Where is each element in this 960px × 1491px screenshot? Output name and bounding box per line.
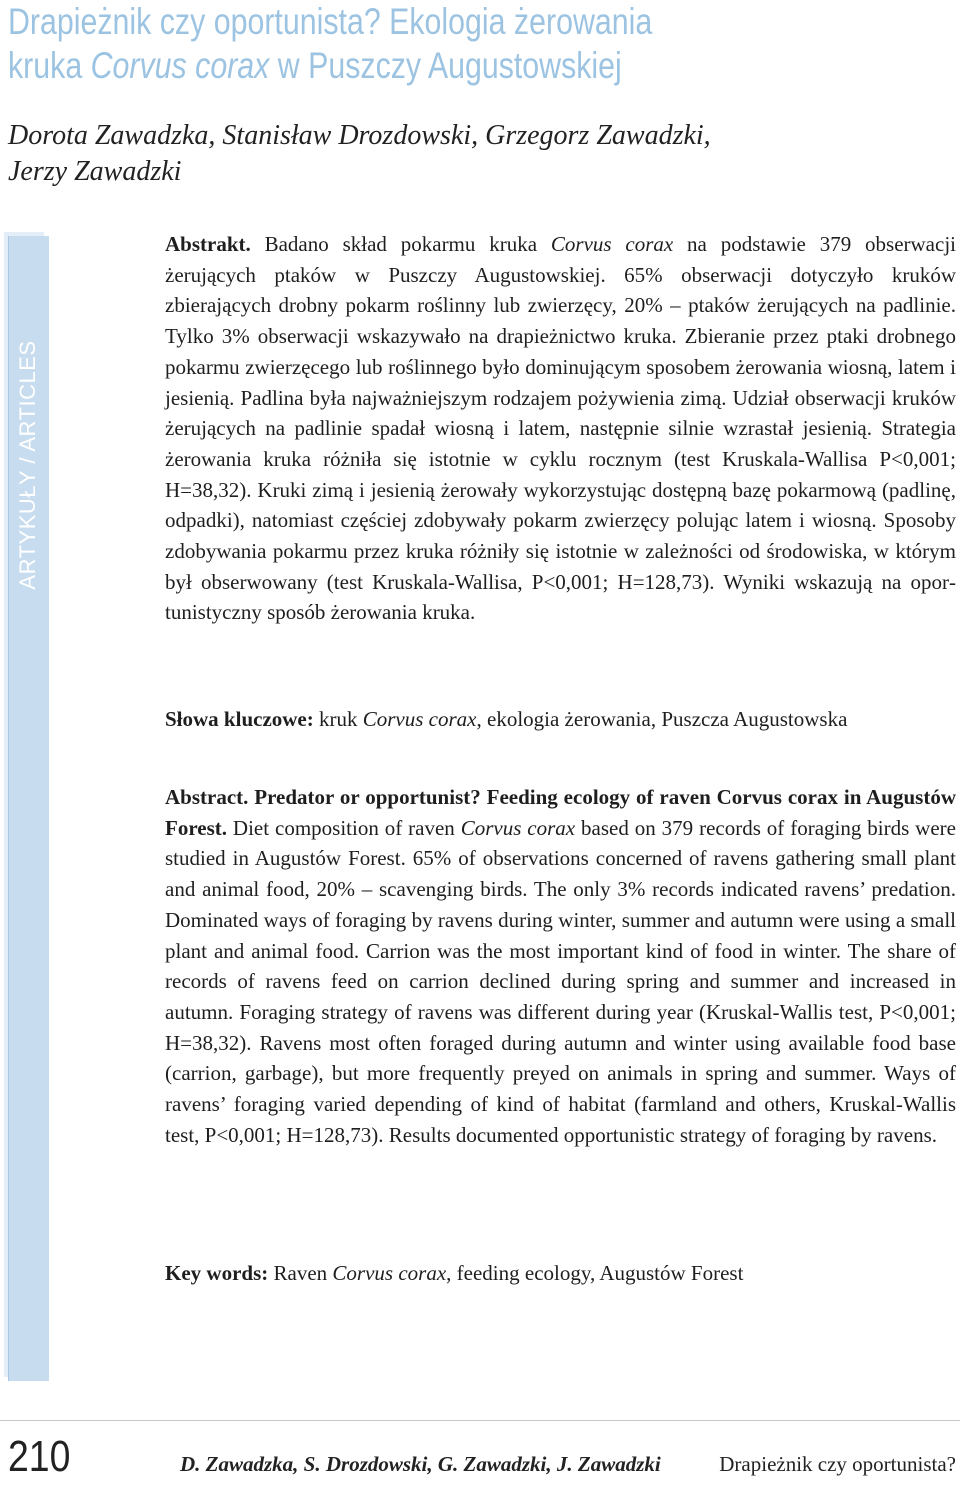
keywords-en-text-1: Raven bbox=[268, 1261, 333, 1285]
keywords-english bbox=[165, 1258, 956, 1289]
keywords-pl-text-2: , ekologia żerowania, Puszcza Augustowska bbox=[476, 707, 848, 731]
keywords-polish bbox=[165, 704, 956, 735]
abstract-polish bbox=[165, 229, 956, 628]
title-line-1: Drapieżnik czy oportunista? Ekologia żerowania bbox=[8, 1, 653, 42]
abstract-en-heading: Abstract. Predator or opportunist? Feeding ecology of raven Corvus corax in Augustów Forest. bbox=[165, 785, 956, 840]
abstract-pl-species: Corvus corax bbox=[550, 232, 674, 256]
keywords-pl-heading: Słowa kluczowe: bbox=[165, 707, 314, 731]
footer-authors: D. Zawadzka, S. Drozdowski, G. Zawadzki, J. Zawadzki bbox=[180, 1452, 661, 1476]
article-title bbox=[8, 0, 951, 88]
page-number: 210 bbox=[8, 1432, 71, 1481]
keywords-pl-species: Corvus corax bbox=[362, 707, 477, 731]
abstract-en-text-1: Diet composition of raven bbox=[227, 815, 461, 840]
keywords-pl-text-1: kruk bbox=[313, 707, 363, 731]
abstract-pl-text-2: na podstawie 379 obserwacji żerujących ptaków w Puszczy Augustowskiej. 65% obserwacji dotyczyło kruków zbierających drobny pokarm roślinny lub zwierzęcy, 20% – ptaków żerujących na padlinie. Tylko 3% obserwacji wskazywało na drapieżnictwo kruka. Zbieranie przez ptaki drobnego pokarmu zwierzęcego lub roślinnego było dominującym sposobem żerowania wiosną, latem i jesienią. Padlina była najważniejszym rodzajem pożywienia zimą. Udział obserwacji kruków żerujących na padlinie spadał wiosną i latem, następnie silnie wzrastał jesienią. Strategia żerowania kruka różniła się istotnie w cyklu rocznym (test Kruskala-Wallisa P<0,001; H=38,32). Kruki zimą i jesienią żerowały wykorzystując dostępną bazę pokarmową (padlinę, odpadki), natomiast częściej zdobywały pokarm zwierzęcy polując latem i wiosną. Sposoby zdobywania pokarmu przez kruka różniły się istotnie w zależności od środowiska, w którym był obserwowany (test Kruskala-Wallisa, P<0,001; H=128,73). Wyniki wskazują na oportunistyczny sposób żerowania kruka. bbox=[165, 232, 956, 625]
section-label: ARTYKUŁY / ARTICLES bbox=[15, 340, 40, 590]
author-list bbox=[8, 118, 948, 190]
authors-line-2: Jerzy Zawadzki bbox=[8, 156, 182, 187]
keywords-en-text-2: , feeding ecology, Augustów Forest bbox=[446, 1261, 744, 1285]
footer-divider bbox=[0, 1420, 960, 1421]
title-line-2-post: w Puszczy Augustowskiej bbox=[269, 45, 622, 86]
running-title: Drapieżnik czy oportunista? bbox=[719, 1452, 956, 1476]
authors-line-1: Dorota Zawadzka, Stanisław Drozdowski, Grzegorz Zawadzki, bbox=[8, 120, 711, 151]
title-species: Corvus corax bbox=[90, 45, 270, 86]
abstract-en-text-2: based on 379 records of foraging birds were studied in Augustów Forest. 65% of observations concerned of ravens gathering small plant and animal food, 20% – scavenging birds. The only 3% records indicated ravens’ predation. Dominated ways of foraging by ravens during winter, summer and autumn were using a small plant and animal food. Carrion was the most important kind of food in winter. The share of records of ravens feed on carrion declined during spring and summer and increased in autumn. Foraging strategy of ravens was different during year (Kruskal-Wallis test, P<0,001; H=38,32). Ravens most often foraged during autumn and winter using available food base (carrion, garbage), but more frequently preyed on animals in spring and summer. Ways of ravens’ foraging varied depending of kind of habitat (farmland and others, Kruskal-Wallis test, P<0,001; H=128,73). Results documented opportunistic strategy of foraging by ravens. bbox=[165, 815, 956, 1147]
keywords-en-heading: Key words: bbox=[165, 1261, 269, 1285]
abstract-english bbox=[165, 782, 956, 1150]
keywords-en-species: Corvus corax bbox=[332, 1261, 447, 1285]
abstract-pl-heading: Abstrakt. bbox=[165, 232, 251, 256]
title-line-2-pre: kruka bbox=[8, 45, 91, 86]
abstract-pl-text-1: Badano skład pokarmu kruka bbox=[250, 232, 551, 256]
abstract-en-species: Corvus corax bbox=[460, 815, 576, 840]
